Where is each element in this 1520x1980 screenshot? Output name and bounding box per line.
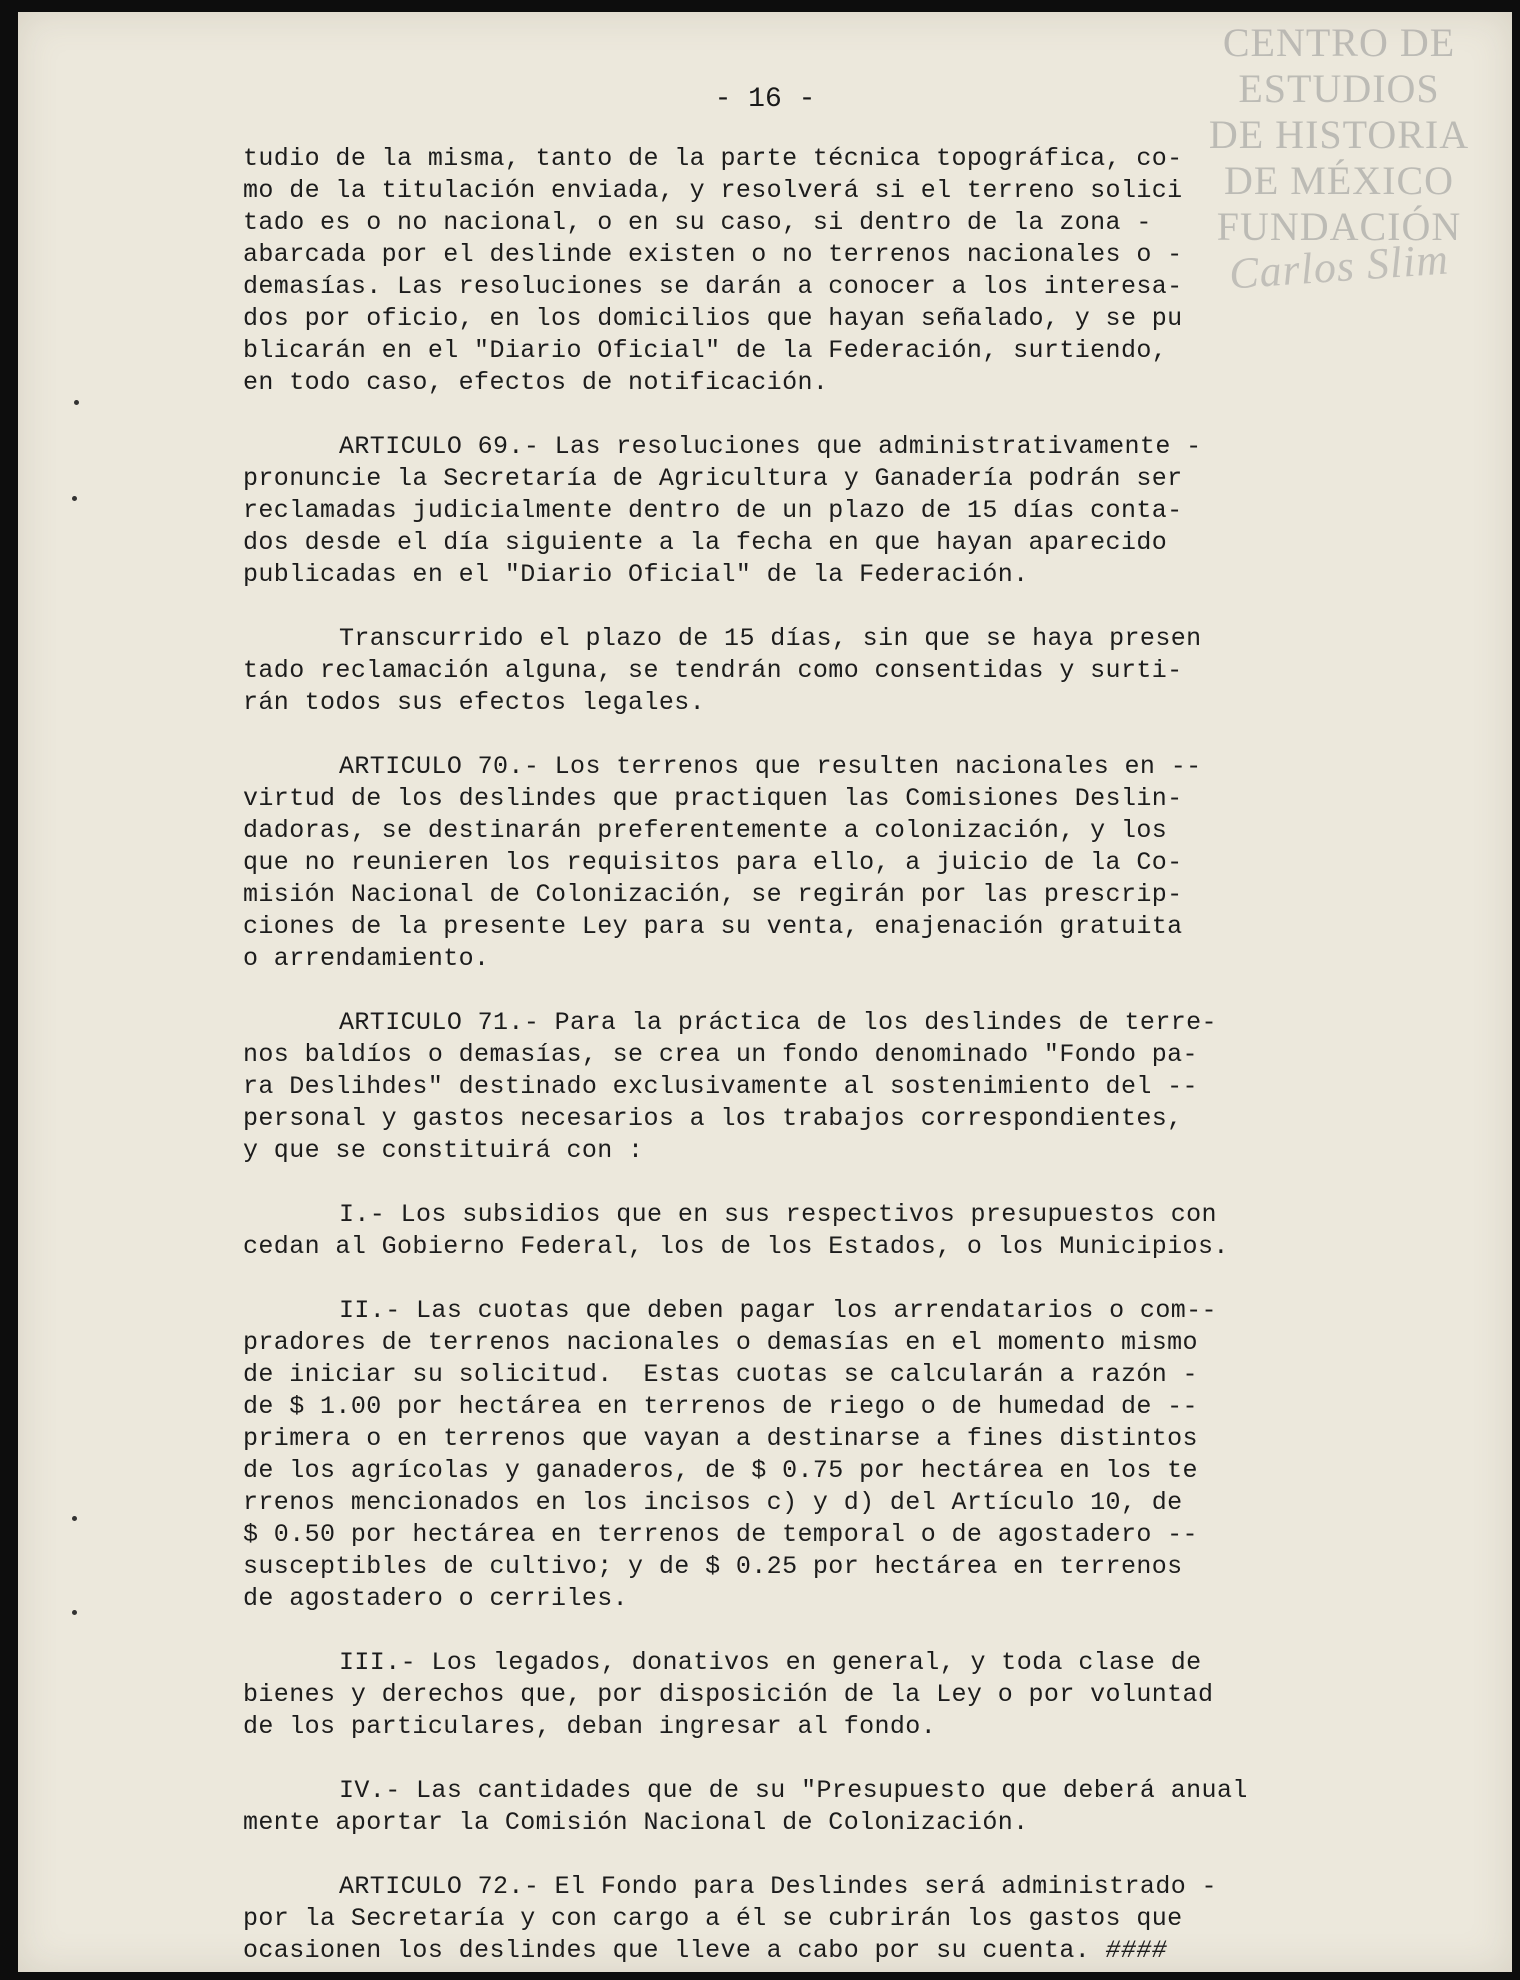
margin-punch-mark [72,1516,77,1521]
article-69 [243,431,1443,591]
paragraph-continuation [243,143,1443,399]
page-number: - 16 - [714,84,816,115]
text-line: abarcada por el deslinde existen o no terrenos nacionales o - [243,240,1183,269]
text-line: II.- Las cuotas que deben pagar los arrendatarios o com-- [339,1296,1217,1325]
watermark-signature: Carlos Slim [1227,234,1451,299]
end-mark: #### [1105,1936,1168,1965]
text-line: de los particulares, deban ingresar al fondo. [243,1712,937,1741]
text-line: bienes y derechos que, por disposición de la Ley o por voluntad [243,1680,1214,1709]
article-71-item-i [243,1199,1443,1263]
text-line: $ 0.50 por hectárea en terrenos de temporal o de agostadero -- [243,1520,1198,1549]
margin-punch-mark [72,496,77,501]
text-line: reclamadas judicialmente dentro de un plazo de 15 días conta- [243,496,1183,525]
text-line: ciones de la presente Ley para su venta, enajenación gratuita [243,912,1183,941]
text-line: de $ 1.00 por hectárea en terrenos de riego o de humedad de -- [243,1392,1198,1421]
text-line: ARTICULO 70.- Los terrenos que resulten nacionales en -- [339,752,1202,781]
text-line: de agostadero o cerriles. [243,1584,629,1613]
document-body [243,143,1443,1967]
text-line: blicarán en el "Diario Oficial" de la Federación, surtiendo, [243,336,1168,365]
article-71-item-iii [243,1647,1443,1743]
text-line: en todo caso, efectos de notificación. [243,368,829,397]
margin-punch-mark [72,1610,77,1615]
article-71 [243,1007,1443,1167]
text-line: de los agrícolas y ganaderos, de $ 0.75 por hectárea en los te [243,1456,1198,1485]
text-line: Transcurrido el plazo de 15 días, sin que se haya presen [339,624,1202,653]
watermark-line: DE HISTORIA [1208,112,1470,157]
article-70 [243,751,1443,975]
text-line: por la Secretaría y con cargo a él se cubrirán los gastos que [243,1904,1183,1933]
text-line: susceptibles de cultivo; y de $ 0.25 por hectárea en terrenos [243,1552,1183,1581]
watermark-line: ESTUDIOS [1238,66,1440,111]
text-line: dos desde el día siguiente a la fecha en que hayan aparecido [243,528,1168,557]
document-page [18,12,1512,1972]
text-line: personal y gastos necesarios a los trabajos correspondientes, [243,1104,1183,1133]
article-71-item-iv [243,1775,1443,1839]
watermark-line: CENTRO DE [1222,20,1456,65]
text-line: de iniciar su solicitud. Estas cuotas se calcularán a razón - [243,1360,1198,1389]
text-line: I.- Los subsidios que en sus respectivos presupuestos con [339,1200,1217,1229]
text-line: tado es o no nacional, o en su caso, si dentro de la zona - [243,208,1152,237]
text-line: misión Nacional de Colonización, se regirán por las prescrip- [243,880,1183,909]
text-line: dadoras, se destinarán preferentemente a colonización, y los [243,816,1168,845]
text-line: dos por oficio, en los domicilios que hayan señalado, y se pu [243,304,1183,333]
text-line: IV.- Las cantidades que de su "Presupuesto que deberá anual [339,1776,1248,1805]
text-line: pronuncie la Secretaría de Agricultura y Ganadería podrán ser [243,464,1183,493]
text-line: primera o en terrenos que vayan a destinarse a fines distintos [243,1424,1198,1453]
watermark-line: DE MÉXICO [1223,158,1455,203]
text-line: rrenos mencionados en los incisos c) y d) del Artículo 10, de [243,1488,1183,1517]
text-line: tudio de la misma, tanto de la parte técnica topográfica, co- [243,144,1183,173]
text-line: mente aportar la Comisión Nacional de Colonización. [243,1808,1029,1837]
text-line: ARTICULO 71.- Para la práctica de los deslindes de terre- [339,1008,1217,1037]
text-line: y que se constituirá con : [243,1136,644,1165]
text-line-final [243,1935,1443,1967]
margin-punch-mark [74,400,79,405]
article-69-second-paragraph [243,623,1443,719]
text-line: pradores de terrenos nacionales o demasías en el momento mismo [243,1328,1198,1357]
text-line-content: ocasionen los deslindes que lleve a cabo por su cuenta. [243,1936,1091,1965]
text-line: rán todos sus efectos legales. [243,688,706,717]
text-line: III.- Los legados, donativos en general, y toda clase de [339,1648,1202,1677]
article-72 [243,1871,1443,1967]
watermark-line: FUNDACIÓN [1216,204,1462,249]
text-line: ra Deslihdes" destinado exclusivamente al sostenimiento del -- [243,1072,1198,1101]
text-line: publicadas en el "Diario Oficial" de la Federación. [243,560,1029,589]
text-line: virtud de los deslindes que practiquen las Comisiones Deslin- [243,784,1183,813]
text-line: mo de la titulación enviada, y resolverá si el terreno solici [243,176,1183,205]
text-line: tado reclamación alguna, se tendrán como consentidas y surti- [243,656,1183,685]
text-line: cedan al Gobierno Federal, los de los Estados, o los Municipios. [243,1232,1229,1261]
article-71-item-ii [243,1295,1443,1615]
text-line: ARTICULO 72.- El Fondo para Deslindes será administrado - [339,1872,1217,1901]
text-line: demasías. Las resoluciones se darán a conocer a los interesa- [243,272,1183,301]
text-line: ARTICULO 69.- Las resoluciones que administrativamente - [339,432,1202,461]
text-line: o arrendamiento. [243,944,490,973]
text-line: que no reunieren los requisitos para ello, a juicio de la Co- [243,848,1183,877]
text-line: nos baldíos o demasías, se crea un fondo denominado "Fondo pa- [243,1040,1198,1069]
